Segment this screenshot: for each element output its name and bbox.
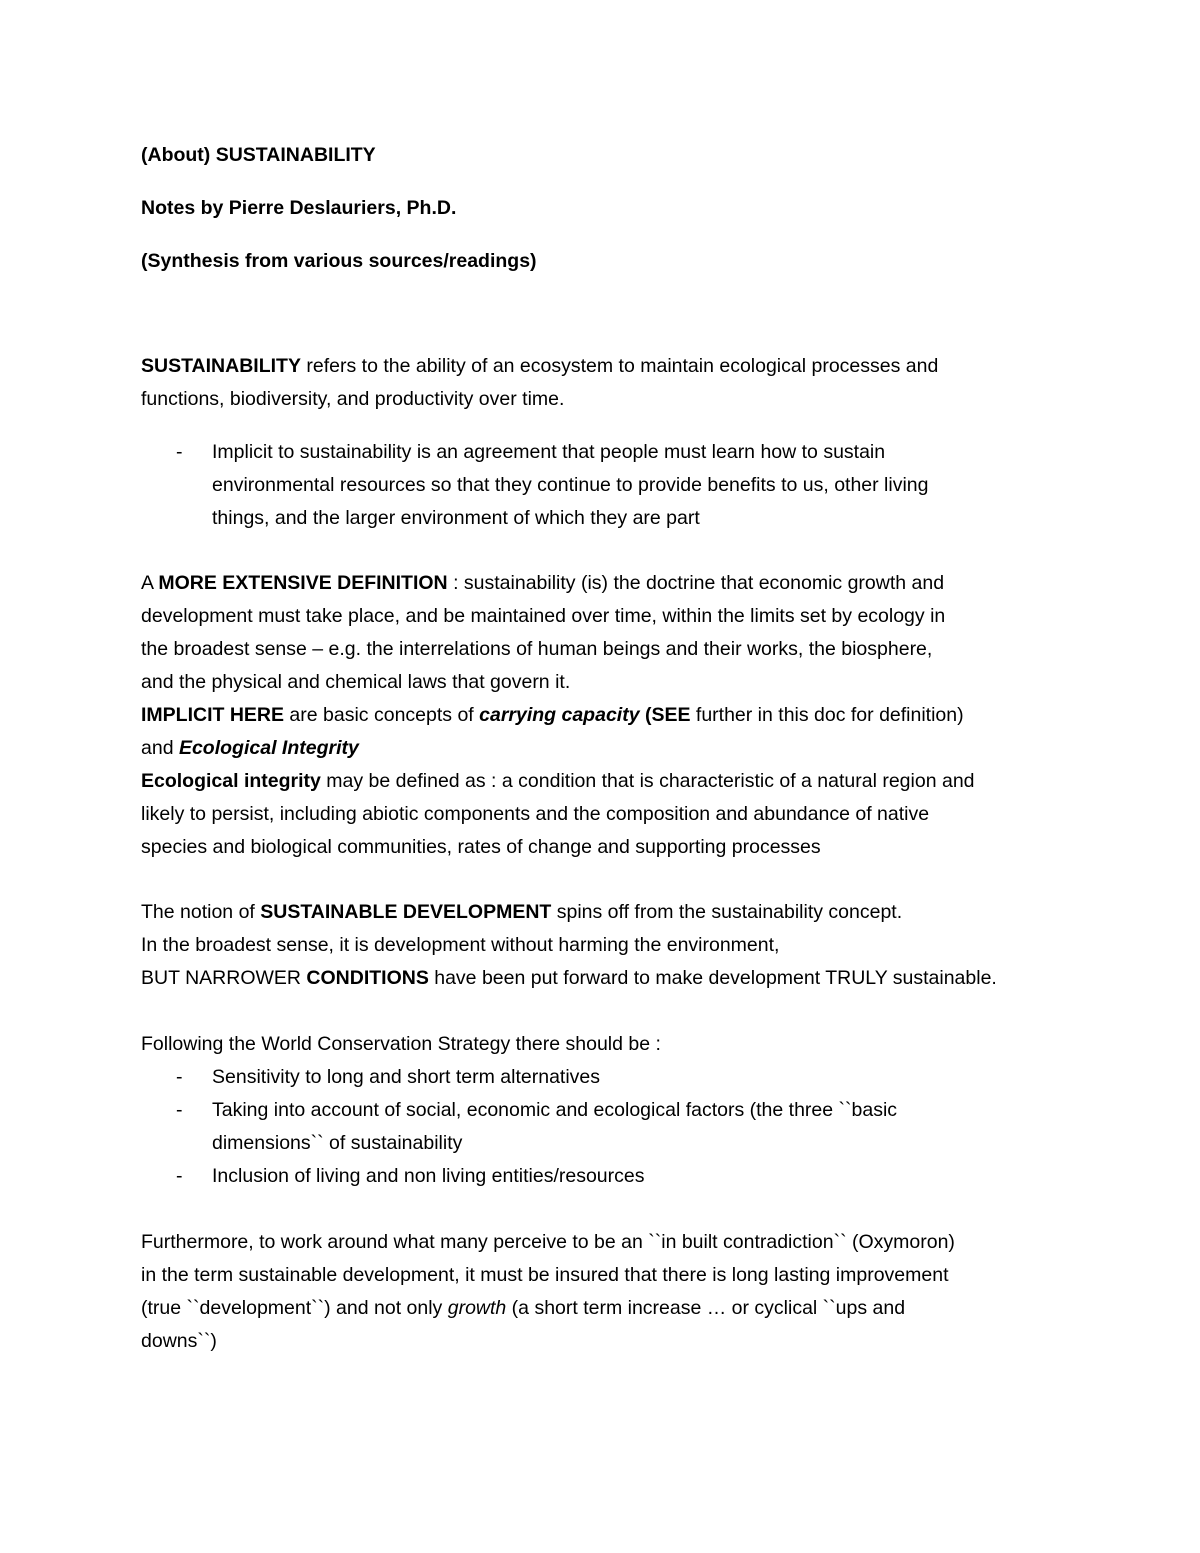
p5-line-1: Furthermore, to work around what many perceive to be an ``in built contradiction`` (Oxymoron) <box>141 1231 955 1253</box>
term-sustainability: SUSTAINABILITY <box>141 355 301 377</box>
document-title: (About) SUSTAINABILITY <box>141 144 376 166</box>
p2-line-4: and the physical and chemical laws that govern it. <box>141 671 571 693</box>
p4-bullet-1: Sensitivity to long and short term alternatives <box>212 1066 601 1088</box>
term-ecological-integrity: Ecological integrity <box>141 770 321 792</box>
p1-bullet-line-2: environmental resources so that they continue to provide benefits to us, other living <box>212 474 929 496</box>
p3-line-1 <box>141 896 902 929</box>
p3-line-3-pre: BUT NARROWER <box>141 967 307 989</box>
author-line: Notes by Pierre Deslauriers, Ph.D. <box>141 197 457 219</box>
p1-line-2: functions, biodiversity, and productivity over time. <box>141 388 565 410</box>
p2-and: and <box>141 737 179 759</box>
p4-intro: Following the World Conservation Strategy there should be : <box>141 1033 661 1055</box>
term-more-extensive-definition: MORE EXTENSIVE DEFINITION <box>158 572 448 594</box>
p5-line-4: downs``) <box>141 1330 217 1352</box>
p1-line-1-text: refers to the ability of an ecosystem to maintain ecological processes and <box>300 355 939 377</box>
source-line: (Synthesis from various sources/readings) <box>141 250 537 272</box>
p2-line-5-end: further in this doc for definition) <box>690 704 964 726</box>
p2-line-1 <box>141 567 944 600</box>
p4-bullet-2-line-2: dimensions`` of sustainability <box>212 1132 463 1154</box>
p2-a: A <box>141 572 159 594</box>
p2-line-2: development must take place, and be maintained over time, within the limits set by ecology in <box>141 605 946 627</box>
p2-line-3: the broadest sense – e.g. the interrelations of human beings and their works, the biosphere, <box>141 638 933 660</box>
bullet-dash: - <box>176 1099 183 1121</box>
p1-bullet-line-1: Implicit to sustainability is an agreement that people must learn how to sustain <box>212 441 886 463</box>
p1-line-1 <box>141 350 938 383</box>
p5-line-3-pre: (true ``development``) and not only <box>141 1297 448 1319</box>
p5-line-2: in the term sustainable development, it must be insured that there is long lasting improvement <box>141 1264 949 1286</box>
p2-line-7-text: may be defined as : a condition that is characteristic of a natural region and <box>320 770 975 792</box>
p3-line-3 <box>141 962 997 995</box>
p2-line-8: likely to persist, including abiotic components and the composition and abundance of native <box>141 803 930 825</box>
p1-bullet-line-3: things, and the larger environment of which they are part <box>212 507 700 529</box>
term-growth: growth <box>447 1297 507 1319</box>
term-sustainable-development: SUSTAINABLE DEVELOPMENT <box>260 901 552 923</box>
bullet-dash: - <box>176 1165 183 1187</box>
term-carrying-capacity: carrying capacity <box>479 704 640 726</box>
p4-bullet-3: Inclusion of living and non living entities/resources <box>212 1165 645 1187</box>
bullet-dash: - <box>176 1066 183 1088</box>
p2-line-5-text: are basic concepts of <box>284 704 480 726</box>
p3-post: spins off from the sustainability concept. <box>551 901 903 923</box>
p4-bullet-2-line-1: Taking into account of social, economic and ecological factors (the three ``basic <box>212 1099 898 1121</box>
term-see: (SEE <box>639 704 691 726</box>
p5-line-3-post: (a short term increase … or cyclical ``ups and <box>506 1297 906 1319</box>
term-implicit-here: IMPLICIT HERE <box>141 704 285 726</box>
term-ecological-integrity-italic: Ecological Integrity <box>178 737 359 759</box>
p3-pre: The notion of <box>141 901 261 923</box>
term-conditions: CONDITIONS <box>306 967 429 989</box>
p2-line-7 <box>141 765 975 798</box>
p5-line-3 <box>141 1292 905 1325</box>
p3-line-3-post: have been put forward to make development TRULY sustainable. <box>428 967 997 989</box>
p2-line-5 <box>141 699 964 732</box>
p2-line-6 <box>141 732 359 765</box>
p2-line-9: species and biological communities, rates of change and supporting processes <box>141 836 821 858</box>
p3-line-2: In the broadest sense, it is development without harming the environment, <box>141 934 780 956</box>
p2-line-1-text: : sustainability (is) the doctrine that economic growth and <box>447 572 945 594</box>
bullet-dash: - <box>176 441 183 463</box>
